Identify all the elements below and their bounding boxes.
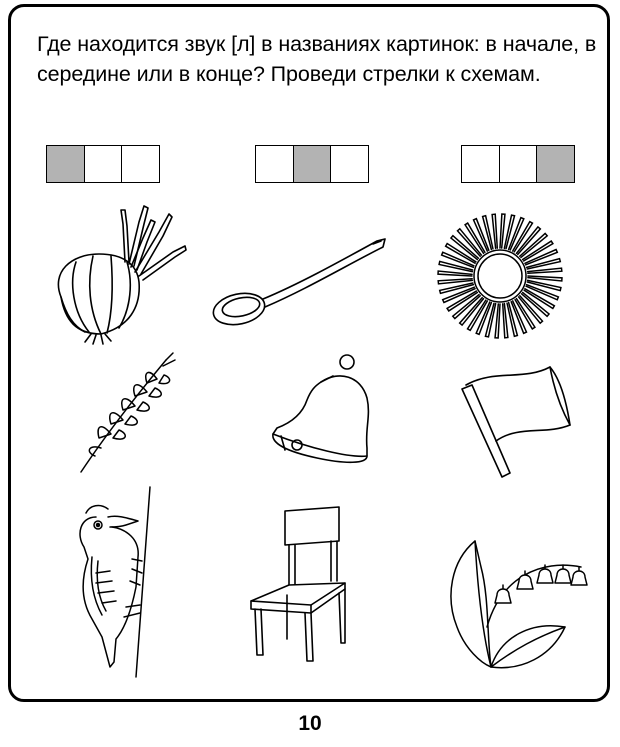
scheme-sound-at-start[interactable]: [46, 145, 160, 183]
sun-ray: [492, 214, 497, 248]
bell-picture[interactable]: [259, 352, 379, 477]
wheat-picture[interactable]: [71, 352, 191, 477]
sun-ray: [500, 214, 505, 248]
scheme-cell-filled: [46, 145, 85, 183]
sun-ray: [438, 271, 472, 276]
worksheet-frame: [8, 4, 610, 702]
scheme-cell-filled: [536, 145, 575, 183]
woodpecker-picture[interactable]: [66, 487, 166, 677]
scheme-cell-filled: [293, 145, 332, 183]
lily-of-the-valley-picture[interactable]: [441, 537, 596, 672]
sun-ray: [528, 268, 562, 273]
spoon-picture[interactable]: [207, 229, 392, 334]
scheme-cell: [84, 145, 123, 183]
sun-ray: [438, 279, 472, 284]
scheme-cell: [499, 145, 538, 183]
scheme-sound-at-end[interactable]: [461, 145, 575, 183]
onion-picture[interactable]: [41, 202, 191, 352]
sun-ray: [495, 304, 500, 338]
scheme-cell: [255, 145, 294, 183]
scheme-sound-in-middle[interactable]: [255, 145, 369, 183]
scheme-cell: [461, 145, 500, 183]
sun-picture[interactable]: [435, 211, 565, 341]
task-text: Где находится звук [л] в названиях картинок: в начале, в середине или в конце? Проведи стрелки к схемам.: [37, 32, 597, 86]
sun-ray: [503, 304, 508, 338]
page-number: 10: [298, 712, 322, 735]
scheme-cell: [330, 145, 369, 183]
chair-picture[interactable]: [243, 505, 353, 665]
flag-picture[interactable]: [454, 359, 584, 484]
scheme-cell: [121, 145, 160, 183]
sun-ray: [528, 276, 562, 281]
